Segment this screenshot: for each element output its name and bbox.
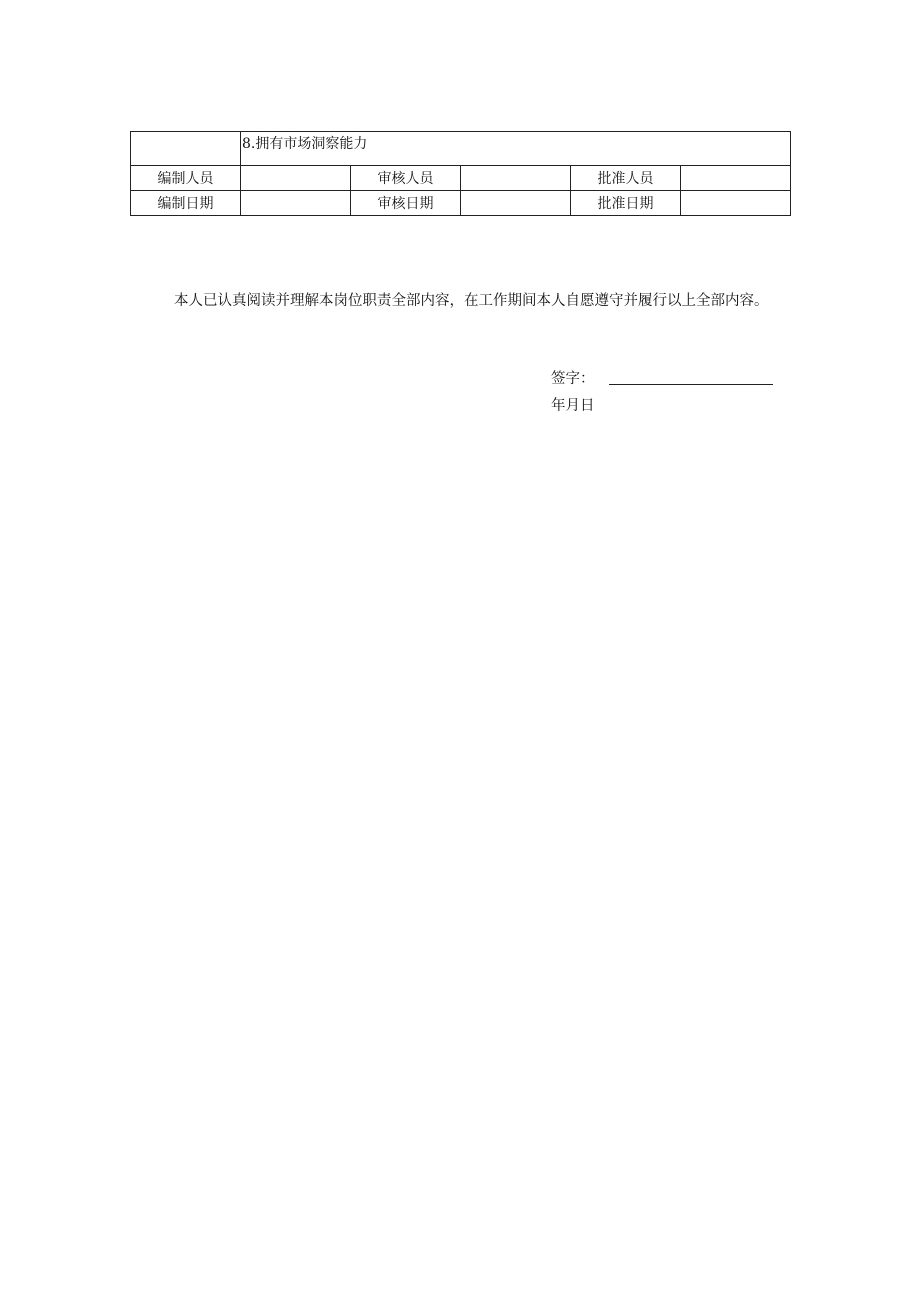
table-cell-empty-label [131,132,241,166]
approved-date-value[interactable] [681,191,791,216]
prepared-by-label: 编制人员 [131,166,241,191]
approved-date-label: 批准日期 [571,191,681,216]
signature-label: 签字： [551,370,595,387]
approved-by-label: 批准人员 [571,166,681,191]
prepared-by-value[interactable] [241,166,351,191]
reviewed-date-label: 审核日期 [351,191,461,216]
table-row-requirement [131,132,791,166]
requirement-item-8: 8.拥有市场洞察能力 [241,132,791,166]
prepared-date-value[interactable] [241,191,351,216]
prepared-date-label: 编制日期 [131,191,241,216]
reviewed-by-label: 审核人员 [351,166,461,191]
job-duty-signoff-table [130,131,791,216]
signature-line[interactable] [609,370,773,385]
approved-by-value[interactable] [681,166,791,191]
signature-row [551,366,773,388]
acknowledgement-statement: 本人已认真阅读并理解本岗位职责全部内容，在工作期间本人自愿遵守并履行以上全部内容。 [174,293,769,309]
reviewed-by-value[interactable] [461,166,571,191]
signature-block [551,366,773,416]
table-row-personnel [131,166,791,191]
reviewed-date-value[interactable] [461,191,571,216]
signature-date: 年月日 [551,398,595,414]
table-row-dates [131,191,791,216]
